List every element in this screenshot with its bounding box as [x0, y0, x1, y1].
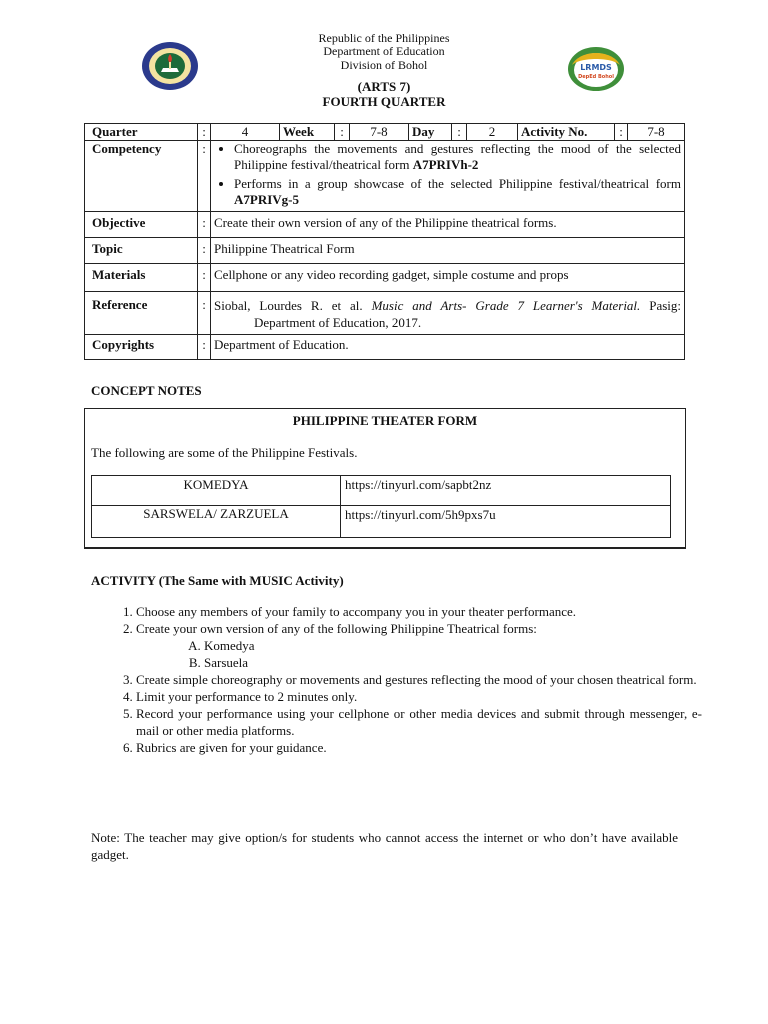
copyrights-row: [85, 335, 685, 360]
colon: :: [198, 264, 211, 292]
materials-value: Cellphone or any video recording gadget, simple costume and props: [211, 264, 685, 292]
reference-row: [85, 292, 685, 335]
competency-list: [214, 141, 681, 208]
header-division: Division of Bohol: [340, 58, 428, 72]
topic-value: Philippine Theatrical Form: [211, 238, 685, 264]
table-row: [92, 476, 671, 506]
colon: :: [452, 124, 467, 140]
colon: :: [198, 124, 211, 141]
quarter-row: [85, 124, 685, 141]
list-item: 6. Rubrics are given for your guidance.: [136, 739, 702, 756]
week-value: 7-8: [350, 124, 409, 140]
competency-code: A7PRIVh-2: [412, 157, 479, 172]
objective-value: Create their own version of any of the Philippine theatrical forms.: [211, 212, 685, 238]
lrmds-logo-icon: [566, 43, 626, 93]
colon: :: [615, 124, 628, 140]
header-republic: Republic of the Philippines: [318, 31, 450, 45]
activity-steps-list: [112, 603, 702, 756]
lrmds-logo-text: LRMDS: [580, 63, 612, 72]
competency-row: [85, 141, 685, 212]
list-item: 1. Choose any members of your family to accompany you in your theater performance.: [136, 603, 702, 620]
concept-box-title: PHILIPPINE THEATER FORM: [292, 413, 478, 428]
subject-title: (ARTS 7): [357, 79, 411, 94]
competency-item: • Choreographs the movements and gestures reflecting the mood of the selected Philippine festival/theatrical form A7PRIVh-2: [234, 141, 681, 173]
objective-label: Objective: [85, 212, 198, 238]
colon: :: [198, 335, 211, 360]
colon: :: [198, 141, 211, 212]
materials-label: Materials: [85, 264, 198, 292]
topic-label: Topic: [85, 238, 198, 264]
teacher-note: Note: The teacher may give option/s for students who cannot access the internet or who don’t have available gadget.: [91, 830, 678, 862]
activity-heading: ACTIVITY (The Same with MUSIC Activity): [91, 573, 344, 588]
activity-no-value: 7-8: [647, 124, 665, 139]
activity-no-label: Activity No.: [518, 124, 615, 140]
topic-row: [85, 238, 685, 264]
form-link[interactable]: https://tinyurl.com/sapbt2nz: [341, 476, 671, 506]
day-label: Day: [409, 124, 452, 140]
reference-title: Music and Arts- Grade 7 Learner's Material.: [371, 298, 641, 313]
list-item: 3. Create simple choreography or movements and gestures reflecting the mood of your chosen theatrical form.: [136, 671, 702, 688]
theatrical-form-options: [136, 637, 702, 671]
list-item: A. Komedya: [204, 637, 702, 654]
colon: :: [198, 292, 211, 335]
colon: :: [335, 124, 350, 140]
theater-forms-table: [91, 475, 671, 538]
list-item: 4. Limit your performance to 2 minutes only.: [136, 688, 702, 705]
form-name: SARSWELA/ ZARZUELA: [92, 506, 341, 538]
concept-box: [84, 408, 686, 549]
competency-item: • Performs in a group showcase of the selected Philippine festival/theatrical form A7PRIVg-5: [234, 176, 681, 208]
day-value: 2: [467, 124, 518, 140]
lrmds-logo-subtext: DepEd Bohol: [578, 74, 614, 80]
concept-intro: The following are some of the Philippine Festivals.: [91, 445, 358, 460]
reference-value: Siobal, Lourdes R. et al. Music and Arts- Grade 7 Learner's Material. Pasig: Department of Education, 2017.: [211, 292, 685, 335]
reference-label: Reference: [85, 292, 198, 335]
list-item: B. Sarsuela: [204, 654, 702, 671]
form-link[interactable]: https://tinyurl.com/5h9pxs7u: [341, 506, 671, 538]
colon: :: [198, 238, 211, 264]
materials-row: [85, 264, 685, 292]
quarter-value: 4: [211, 124, 280, 140]
objective-row: [85, 212, 685, 238]
copyrights-label: Copyrights: [85, 335, 198, 360]
week-label: Week: [280, 124, 335, 140]
table-row: [92, 506, 671, 538]
quarter-title: FOURTH QUARTER: [322, 94, 446, 109]
quarter-label: Quarter: [85, 124, 198, 141]
concept-notes-heading: CONCEPT NOTES: [91, 383, 202, 398]
header-department: Department of Education: [323, 44, 445, 58]
competency-code: A7PRIVg-5: [234, 192, 299, 207]
deped-seal-icon: [141, 41, 199, 91]
list-item: 5. Record your performance using your cellphone or other media devices and submit through messenger, e-mail or other media platforms.: [136, 705, 702, 739]
copyrights-value: Department of Education.: [211, 335, 685, 360]
colon: :: [198, 212, 211, 238]
lesson-info-table: [84, 123, 685, 360]
competency-label: Competency: [85, 141, 198, 212]
form-name: KOMEDYA: [92, 476, 341, 506]
list-item: 2. Create your own version of any of the following Philippine Theatrical forms: A. Komedya B. Sarsuela: [136, 620, 702, 671]
